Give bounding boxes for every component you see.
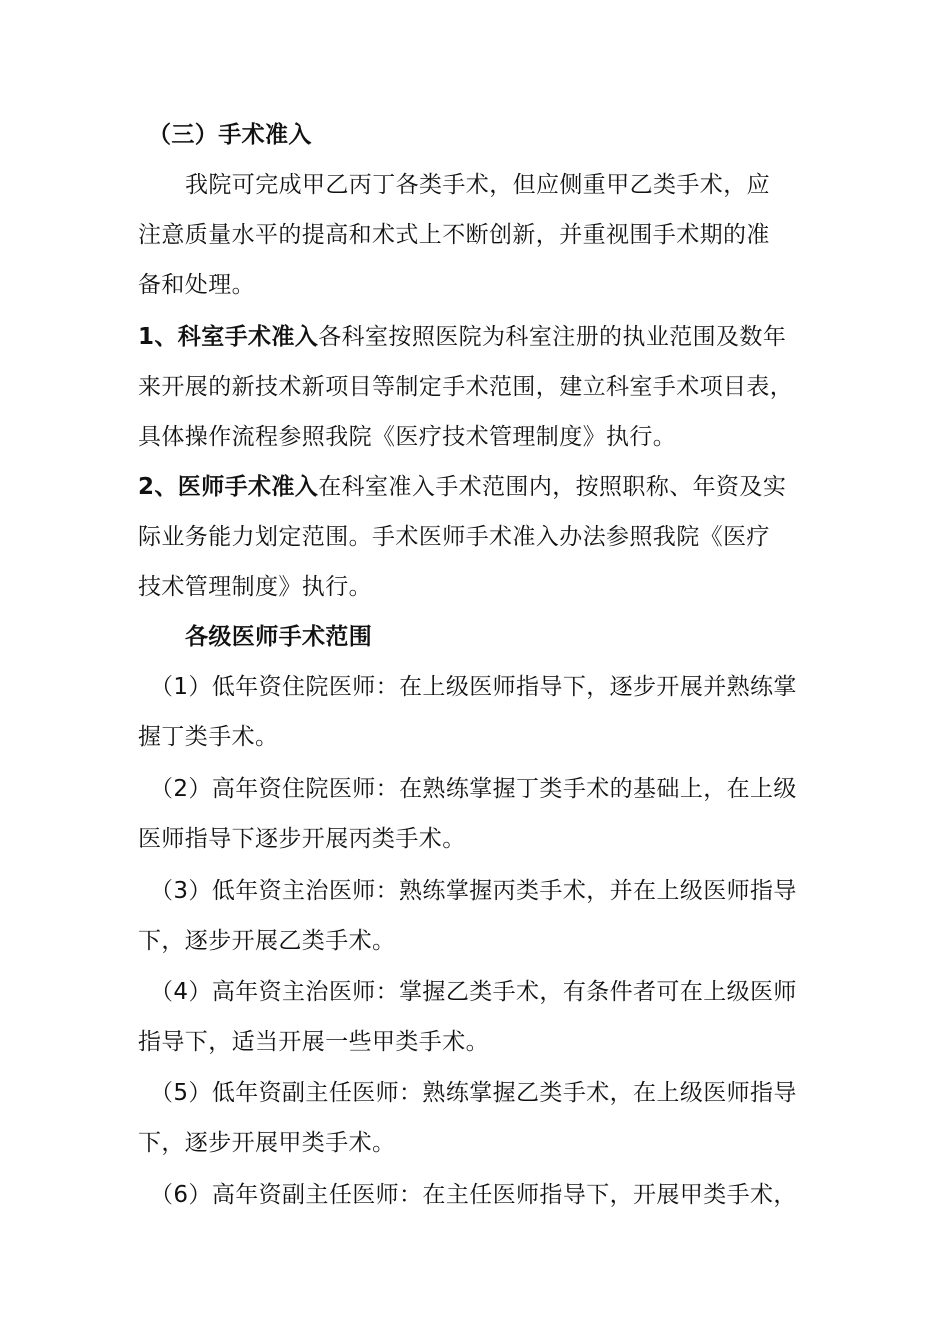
item2-line-3: 技术管理制度》执行。 [138,574,372,600]
intro-line-2: 注意质量水平的提高和术式上不断创新，并重视围手术期的准 [138,222,770,248]
scope-item-2-line-1: （2）高年资住院医师：在熟练掌握丁类手术的基础上，在上级 [150,776,797,802]
scope-item-5-line-1: （5）低年资副主任医师：熟练掌握乙类手术，在上级医师指导 [150,1080,797,1106]
item1-line-2: 来开展的新技术新项目等制定手术范围，建立科室手术项目表， [138,374,794,400]
scope-heading: 各级医师手术范围 [185,624,373,650]
intro-line-1: 我院可完成甲乙丙丁各类手术，但应侧重甲乙类手术，应 [185,172,770,198]
scope-item-1-line-1: （1）低年资住院医师：在上级医师指导下，逐步开展并熟练掌 [150,674,797,700]
scope-item-1-line-2: 握丁类手术。 [138,724,279,750]
scope-item-4-line-1: （4）高年资主治医师：掌握乙类手术，有条件者可在上级医师 [150,979,797,1005]
item2-text: 在科室准入手术范围内，按照职称、年资及实 [318,474,787,500]
item1-first-line [138,322,786,352]
section-heading: （三）手术准入 [148,122,312,148]
item1-text: 各科室按照医院为科室注册的执业范围及数年 [318,324,787,350]
scope-item-3-line-2: 下，逐步开展乙类手术。 [138,928,396,954]
item2-line-2: 际业务能力划定范围。手术医师手术准入办法参照我院《医疗 [138,524,770,550]
item1-label: 1、科室手术准入 [138,324,319,350]
scope-item-5-line-2: 下，逐步开展甲类手术。 [138,1130,396,1156]
scope-item-6-line-1: （6）高年资副主任医师：在主任医师指导下，开展甲类手术， [150,1182,797,1208]
item2-first-line [138,472,786,502]
item1-line-3: 具体操作流程参照我院《医疗技术管理制度》执行。 [138,424,677,450]
scope-item-2-line-2: 医师指导下逐步开展丙类手术。 [138,826,466,852]
scope-item-3-line-1: （3）低年资主治医师：熟练掌握丙类手术，并在上级医师指导 [150,878,797,904]
intro-line-3: 备和处理。 [138,272,255,298]
item2-label: 2、医师手术准入 [138,474,319,500]
scope-item-4-line-2: 指导下，适当开展一些甲类手术。 [138,1029,489,1055]
